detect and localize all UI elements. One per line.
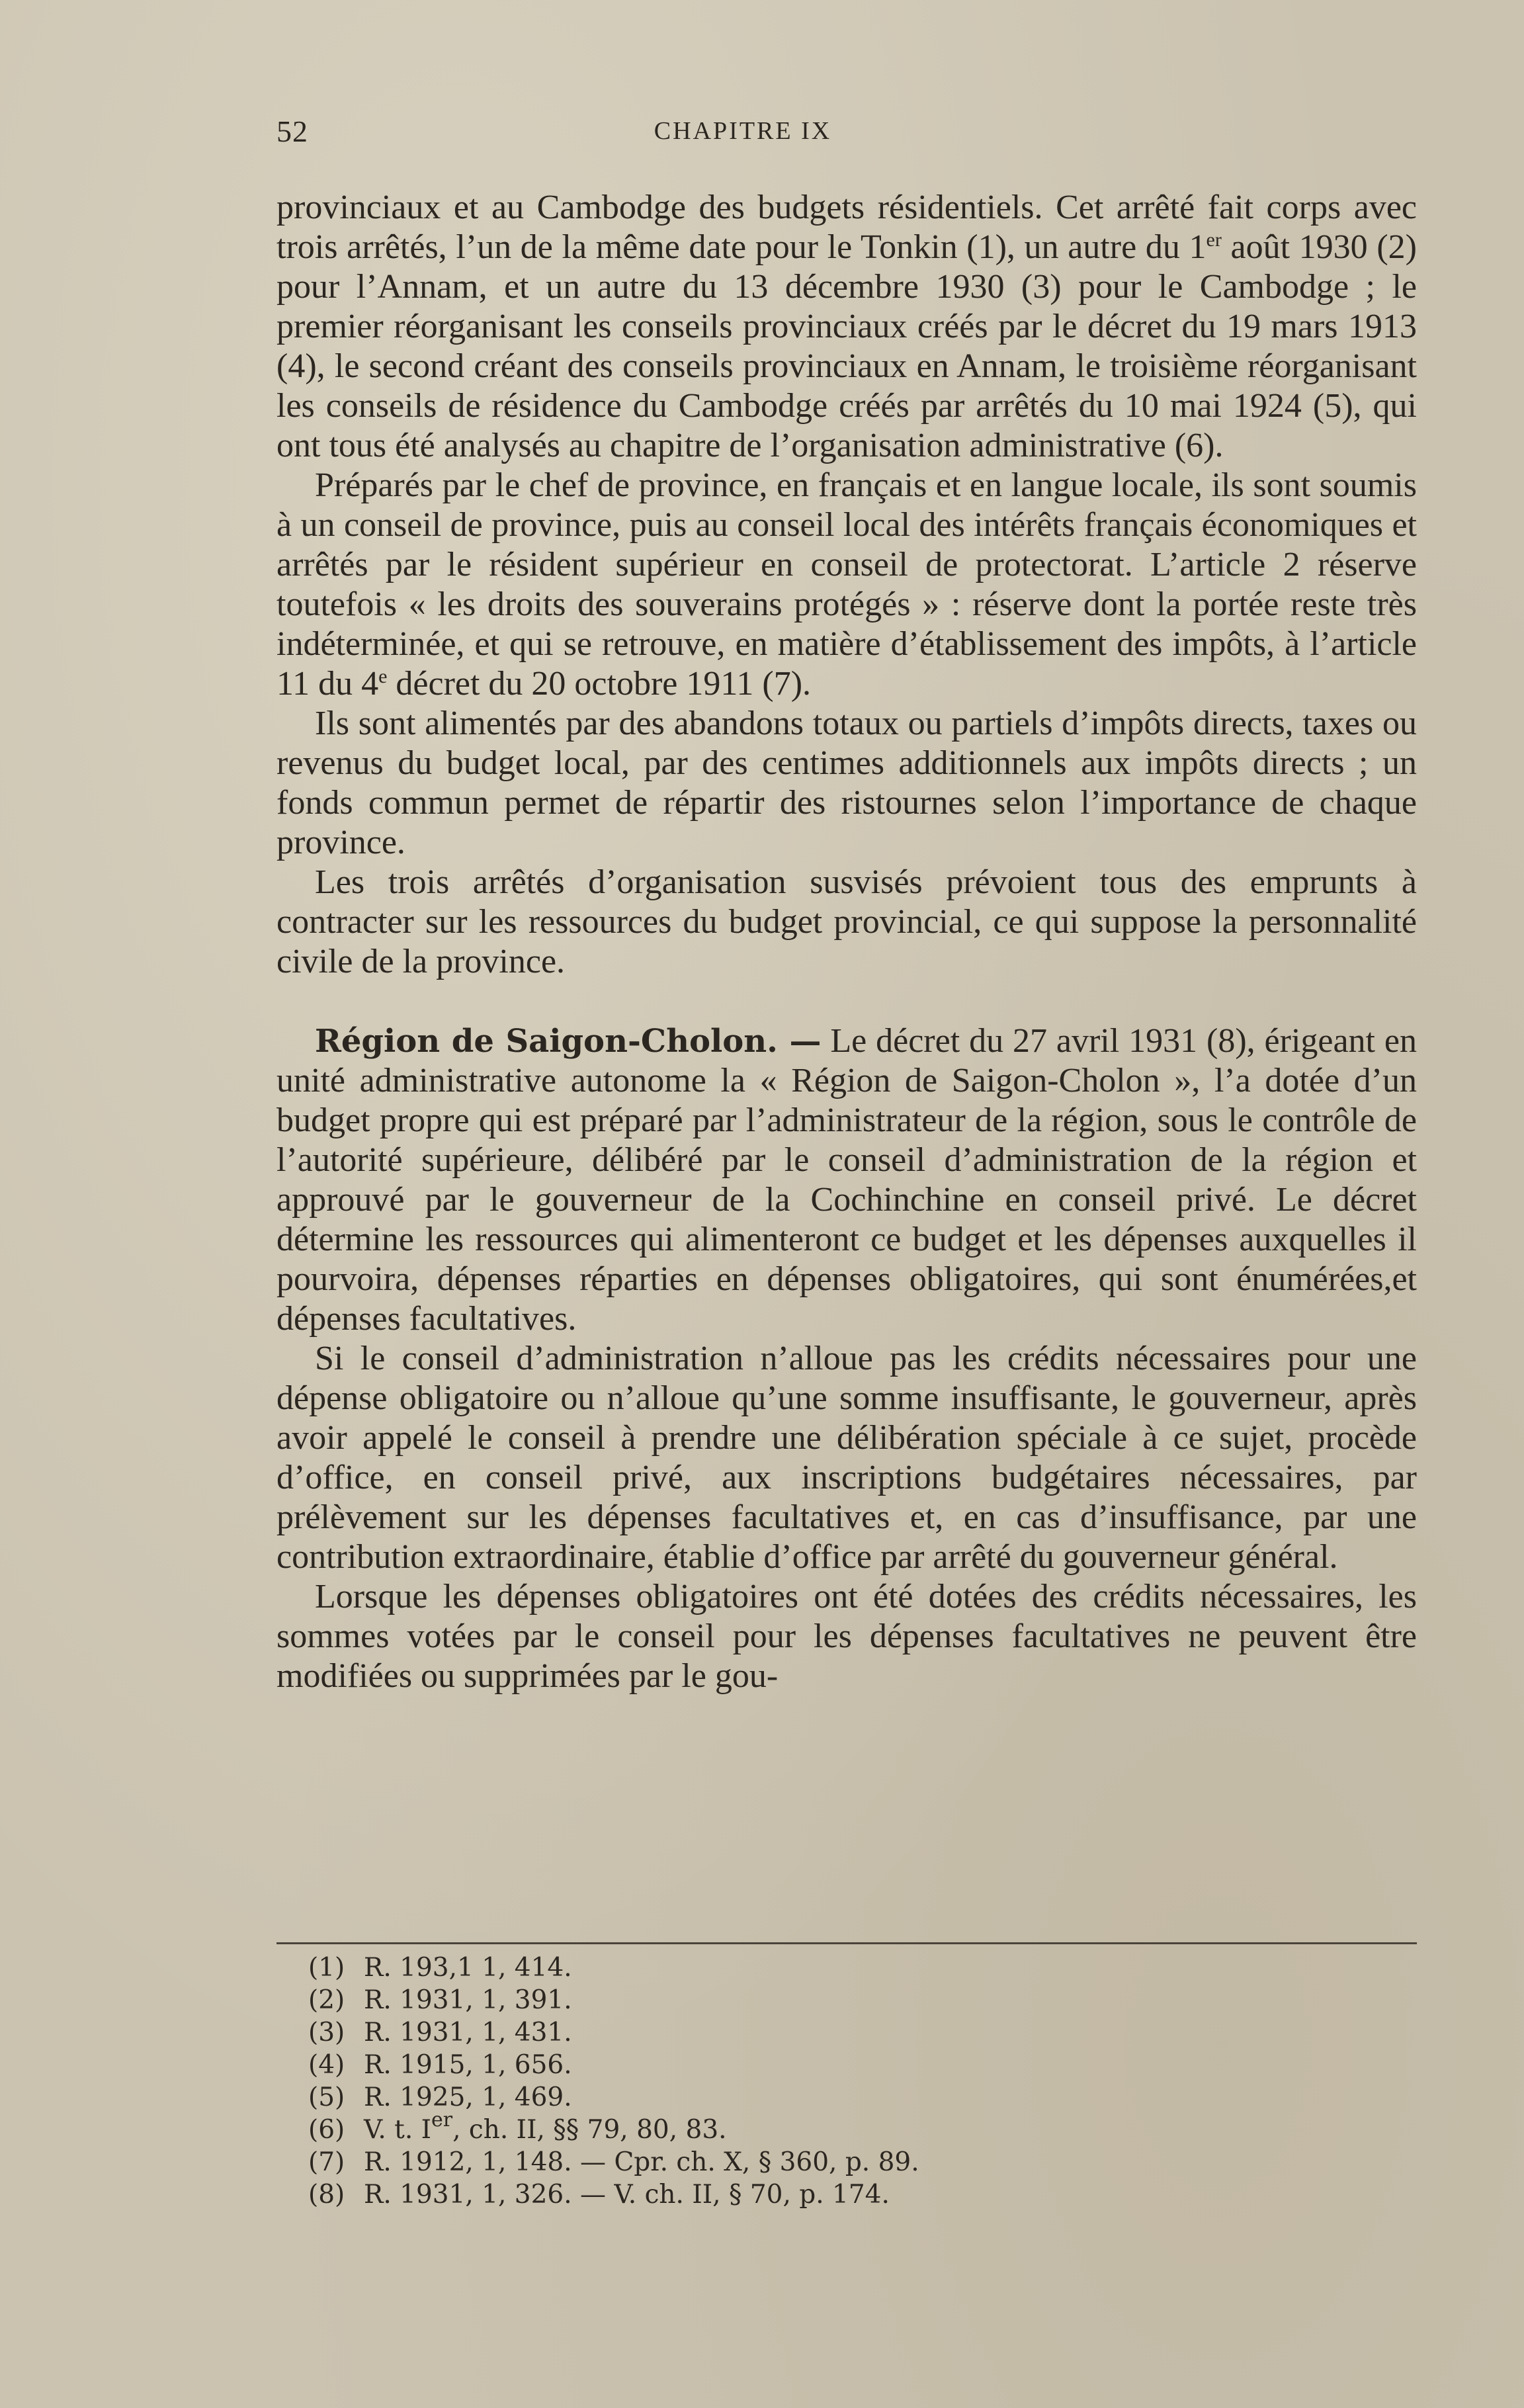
footnote-divider: [276, 1942, 1417, 1944]
footnote-text: , ch. II, §§ 79, 80, 83.: [452, 2115, 727, 2145]
footnote-label: (8): [308, 2180, 345, 2210]
running-head: CHAPITRE IX: [654, 117, 832, 145]
footnote-label: (5): [308, 2083, 345, 2112]
footnote: [308, 2016, 1367, 2049]
footnote-label: (4): [308, 2050, 345, 2080]
page-header: [276, 114, 1417, 153]
paragraph: [276, 863, 1417, 982]
footnote: [308, 2081, 1367, 2114]
footnote: [308, 2049, 1367, 2081]
footnote-text: R. 1931, 1, 391.: [364, 1985, 572, 2015]
footnote: [308, 1984, 1367, 2016]
section-title: Région de Saigon-Cholon. —: [315, 1023, 822, 1060]
paragraph: [276, 1339, 1417, 1577]
paragraph-text: août 1930 (2) pour l’Annam, et un autre du 13 décembre 1930 (3) pour le Cambodge ; le premier réorganisant les conseils provinciaux créés par le décret du 19 mars 1913 (4), le second créant des conseils provinciaux en Annam, le troisième réorganisant les conseils de résidence du Cambodge créés par arrêtés du 10 mai 1924 (5), qui ont tous été analysés au chapitre de l’organisation administrative (6).: [276, 228, 1417, 464]
paragraph-text: Si le conseil d’administration n’alloue pas les crédits nécessaires pour une dépense obligatoire ou n’alloue qu’une somme insuffisante, le gouverneur, après avoir appelé le conseil à prendre une délibération spéciale à ce sujet, procède d’office, en conseil privé, aux inscriptions budgétaires nécessaires, par prélèvement sur les dépenses facultatives et, en cas d’insuffisance, par une contribution extraordinaire, établie d’office par arrêté du gouverneur général.: [276, 1340, 1417, 1576]
footnote-text: R. 1931, 1, 326. — V. ch. II, § 70, p. 174.: [364, 2180, 890, 2210]
paragraph: [276, 188, 1417, 466]
superscript: e: [378, 666, 388, 687]
footnote-text: R. 193,1 1, 414.: [364, 1953, 572, 1983]
section-paragraph: [276, 1021, 1417, 1339]
superscript: er: [431, 2108, 453, 2131]
paragraph-text: Lorsque les dépenses obligatoires ont été dotées des crédits nécessaires, les sommes votées par le conseil pour les dépenses facultatives ne peuvent être modifiées ou supprimées par le gou-: [276, 1578, 1417, 1695]
superscript: er: [1206, 229, 1222, 251]
page-number: 52: [276, 114, 308, 148]
footnotes: [308, 1952, 1367, 2211]
paragraph-text: décret du 20 octobre 1911 (7).: [387, 665, 812, 703]
paragraph: [276, 704, 1417, 863]
footnote-label: (3): [308, 2018, 345, 2047]
body-text: [276, 188, 1417, 1696]
footnote-text: R. 1931, 1, 431.: [364, 2018, 572, 2047]
paragraph-text: Préparés par le chef de province, en français et en langue locale, ils sont soumis à un conseil de province, puis au conseil local des intérêts français économiques et arrêtés par le résident supérieur en conseil de protectorat. L’article 2 réserve toutefois « les droits des souverains protégés » : réserve dont la portée reste très indéterminée, et qui se retrouve, en matière d’établissement des impôts, à l’article 11 du 4: [276, 466, 1417, 703]
paragraph-text: Le décret du 27 avril 1931 (8), érigeant en unité administrative autonome la « Région de Saigon-Cholon », l’a dotée d’un budget propre qui est préparé par l’administrateur de la région, sous le contrôle de l’autorité supérieure, délibéré par le conseil d’administration de la région et approuvé par le gouverneur de la Cochinchine en conseil privé. Le décret détermine les ressources qui alimenteront ce budget et les dépenses auxquelles il pourvoira, dépenses réparties en dépenses obligatoires, qui sont énumérées,et dépenses facultatives.: [276, 1022, 1417, 1338]
paragraph: [276, 466, 1417, 704]
footnote-label: (7): [308, 2147, 345, 2177]
footnote-text: V. t. I: [364, 2115, 432, 2145]
paragraph: [276, 1577, 1417, 1696]
footnote-label: (2): [308, 1985, 345, 2015]
footnote-text: R. 1912, 1, 148. — Cpr. ch. X, § 360, p. 89.: [364, 2147, 919, 2177]
paragraph-text: Ils sont alimentés par des abandons totaux ou partiels d’impôts directs, taxes ou revenus du budget local, par des centimes additionnels aux impôts directs ; un fonds commun permet de répartir des ristournes selon l’importance de chaque province.: [276, 705, 1417, 861]
footnote-text: R. 1915, 1, 656.: [364, 2050, 572, 2080]
footnote-label: (1): [308, 1953, 345, 1983]
paragraph-text: Les trois arrêtés d’organisation susvisés prévoient tous des emprunts à contracter sur les ressources du budget provincial, ce qui suppose la personnalité civile de la province.: [276, 863, 1417, 980]
footnote: [308, 2146, 1367, 2178]
footnote-text: R. 1925, 1, 469.: [364, 2083, 572, 2112]
footnote: [308, 2178, 1367, 2211]
ordinal-number: 1: [1189, 228, 1206, 266]
footnote-label: (6): [308, 2115, 345, 2145]
footnote: [308, 1952, 1367, 1984]
footnote: [308, 2108, 1367, 2146]
paragraph-text: provinciaux et au Cambodge des budgets résidentiels. Cet arrêté fait corps avec trois arrêtés, l’un de la même date pour le Tonkin (1), un autre du: [276, 189, 1417, 266]
